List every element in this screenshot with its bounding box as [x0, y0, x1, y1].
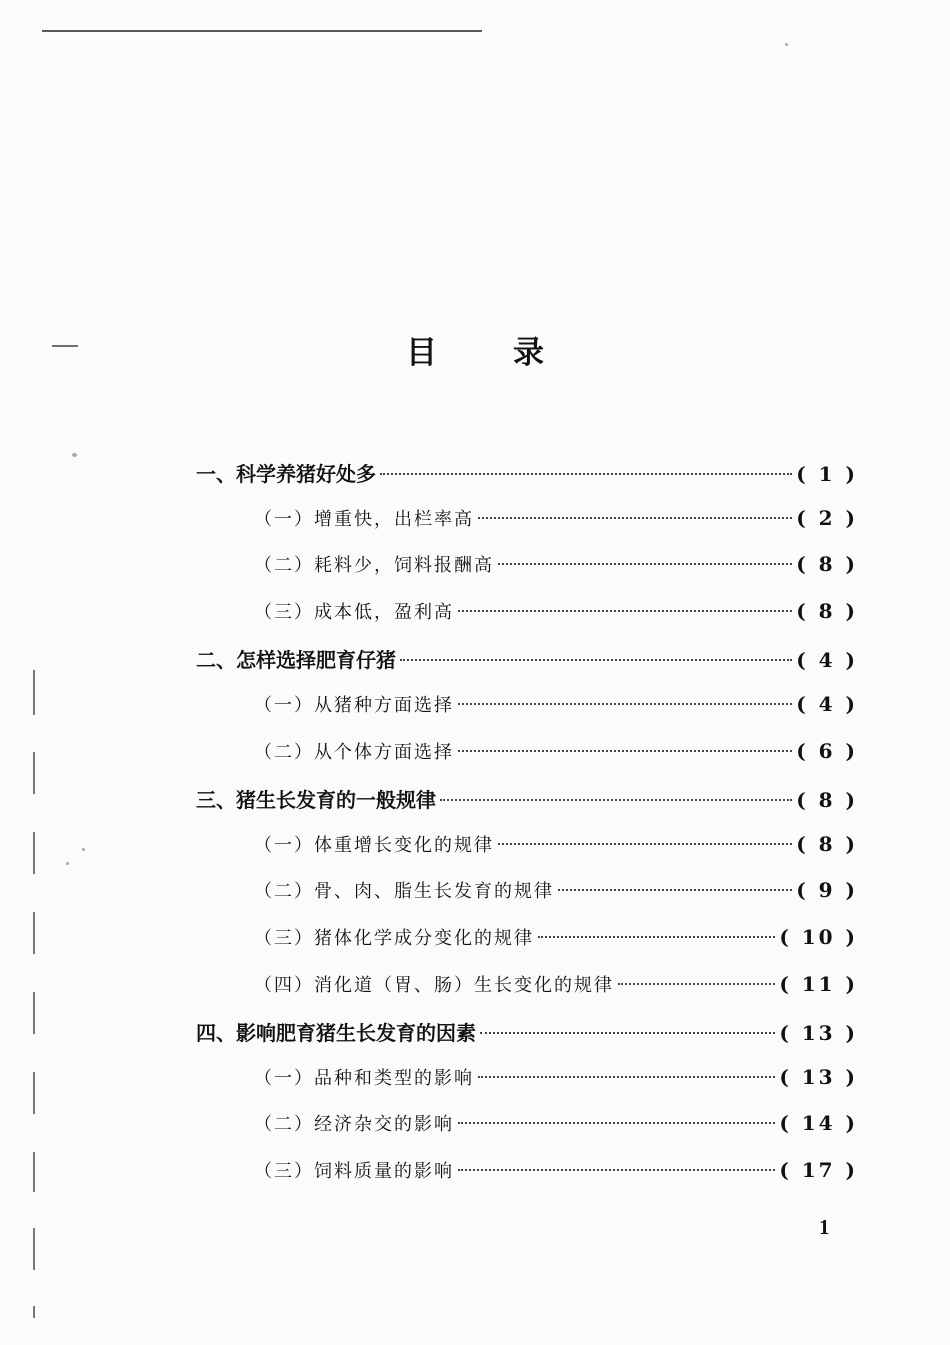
- toc-entry: [196, 644, 858, 691]
- toc-entry: [196, 598, 858, 645]
- toc-entry-page: ( 13 ): [779, 1021, 858, 1046]
- toc-entry-page: ( 11 ): [779, 971, 858, 996]
- scan-margin-line: [33, 752, 35, 794]
- toc-entry-title: （二）耗料少，饲料报酬高: [254, 555, 494, 577]
- dot-leader: [558, 889, 792, 891]
- dot-leader: [478, 517, 792, 519]
- toc-entry: [196, 505, 858, 552]
- dot-leader: [400, 659, 792, 661]
- scan-margin-line: [33, 832, 35, 874]
- toc-entry: [196, 1064, 858, 1111]
- toc-entry-page: ( 10 ): [779, 924, 858, 949]
- dot-leader: [440, 799, 792, 801]
- toc-entry-page: ( 9 ): [796, 878, 858, 903]
- dot-leader: [498, 563, 792, 565]
- toc-entry-title: （二）从个体方面选择: [254, 741, 454, 763]
- scan-speck: [66, 862, 69, 865]
- scan-margin-line: [33, 1152, 35, 1192]
- dot-leader: [458, 1169, 775, 1171]
- scan-speck: [82, 848, 85, 851]
- toc-entry-title: 一、科学养猪好处多: [196, 462, 376, 486]
- dot-leader: [458, 703, 792, 705]
- toc-entry: [196, 1157, 858, 1204]
- toc-entry-page: ( 8 ): [796, 598, 858, 623]
- toc-entry-title: （二）骨、肉、脂生长发育的规律: [254, 881, 554, 903]
- toc-entry-title: （二）经济杂交的影响: [254, 1114, 454, 1136]
- toc-entry-title: （三）猪体化学成分变化的规律: [254, 927, 534, 949]
- scan-margin-line: [33, 992, 35, 1034]
- toc-entry-title: （一）品种和类型的影响: [254, 1067, 474, 1089]
- toc-entry: [196, 458, 858, 505]
- toc-entry: [196, 691, 858, 738]
- dot-leader: [480, 1032, 775, 1034]
- dot-leader: [380, 473, 792, 475]
- toc-entry: [196, 877, 858, 924]
- toc-entry-page: ( 8 ): [796, 831, 858, 856]
- toc-entry-title: 三、猪生长发育的一般规律: [196, 788, 436, 813]
- toc-entry-title: （三）成本低，盈利高: [254, 601, 454, 623]
- page-title: 目录: [406, 334, 620, 371]
- toc-entry: [196, 831, 858, 878]
- toc-entry: [196, 738, 858, 785]
- scan-margin-line: [33, 912, 35, 954]
- toc-entry-title: （三）饲料质量的影响: [254, 1160, 454, 1182]
- toc-entry: [196, 1110, 858, 1157]
- dot-leader: [538, 936, 775, 938]
- toc-entry-title: （一）增重快，出栏率高: [254, 508, 474, 530]
- toc-entry-title: （四）消化道（胃、肠）生长变化的规律: [254, 974, 614, 996]
- scan-speck: [785, 43, 788, 46]
- dot-leader: [458, 1122, 775, 1124]
- toc-entry-title: （一）体重增长变化的规律: [254, 834, 494, 856]
- toc-entry: [196, 971, 858, 1018]
- scan-margin-line: [33, 1228, 35, 1270]
- toc-entry-title: （一）从猪种方面选择: [254, 694, 454, 716]
- toc-entry: [196, 784, 858, 831]
- toc-entry-page: ( 4 ): [796, 691, 858, 716]
- scan-margin-line: [33, 1072, 35, 1114]
- dot-leader: [618, 983, 775, 985]
- scan-speck: [72, 453, 77, 457]
- scan-margin-line: [33, 1306, 35, 1318]
- toc-entry-page: ( 14 ): [779, 1111, 858, 1136]
- toc-entry-title: 二、怎样选择肥育仔猪: [196, 648, 396, 673]
- table-of-contents: [196, 458, 858, 1204]
- toc-entry: [196, 551, 858, 598]
- toc-entry-title: 四、影响肥育猪生长发育的因素: [196, 1021, 476, 1046]
- toc-entry: [196, 924, 858, 971]
- toc-entry-page: ( 17 ): [779, 1157, 858, 1182]
- toc-entry-page: ( 4 ): [796, 648, 858, 673]
- dot-leader: [458, 750, 792, 752]
- scan-margin-line: [33, 670, 35, 715]
- toc-entry-page: ( 1 ): [796, 462, 858, 486]
- toc-entry-page: ( 8 ): [796, 552, 858, 577]
- scan-top-rule: [42, 30, 482, 32]
- page-number: 1: [819, 1215, 830, 1239]
- dot-leader: [498, 843, 792, 845]
- dot-leader: [458, 610, 792, 612]
- toc-entry-page: ( 6 ): [796, 738, 858, 763]
- toc-entry: [196, 1017, 858, 1064]
- toc-entry-page: ( 8 ): [796, 788, 858, 813]
- toc-entry-page: ( 2 ): [796, 505, 858, 530]
- dot-leader: [478, 1076, 775, 1078]
- toc-entry-page: ( 13 ): [779, 1064, 858, 1089]
